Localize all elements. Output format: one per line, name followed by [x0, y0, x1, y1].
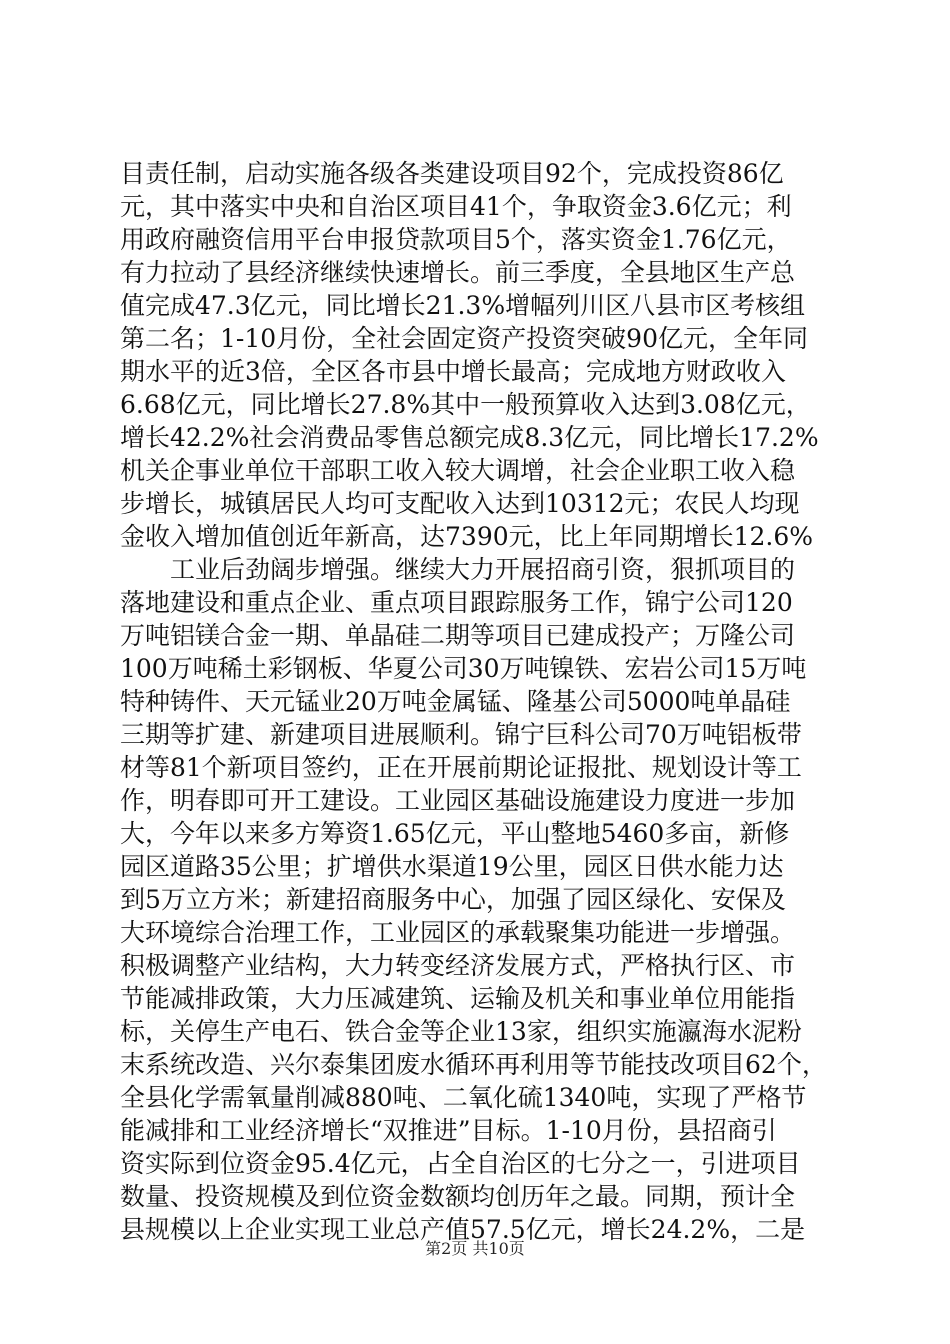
body-line: 园区道路35公里；扩增供水渠道19公里，园区日供水能力达 [120, 852, 784, 881]
body-line: 特种铸件、天元锰业20万吨金属锰、隆基公司5000吨单晶硅 [120, 687, 791, 716]
body-line: 县规模以上企业实现工业总产值57.5亿元，增长24.2%，二是 [120, 1215, 806, 1244]
body-line: 目责任制，启动实施各级各类建设项目92个，完成投资86亿 [120, 159, 784, 188]
body-line: 增长42.2%社会消费品零售总额完成8.3亿元，同比增长17.2% [120, 423, 819, 452]
body-line: 能减排和工业经济增长“双推进”目标。1-10月份，县招商引 [120, 1116, 777, 1145]
body-line: 材等81个新项目签约，正在开展前期论证报批、规划设计等工 [120, 753, 802, 782]
body-line: 节能减排政策，大力压减建筑、运输及机关和事业单位用能指 [120, 984, 796, 1013]
body-line: 期水平的近3倍，全区各市县中增长最高；完成地方财政收入 [120, 357, 786, 386]
body-line: 积极调整产业结构，大力转变经济发展方式，严格执行区、市 [120, 951, 796, 980]
body-line: 第二名；1-10月份，全社会固定资产投资突破90亿元，全年同 [120, 324, 808, 353]
body-line: 步增长，城镇居民人均可支配收入达到10312元；农民人均现 [120, 489, 800, 518]
page-number-label: 第2页 共10页 [425, 1239, 525, 1258]
body-line: 有力拉动了县经济继续快速增长。前三季度，全县地区生产总 [120, 258, 796, 287]
body-line: 机关企事业单位干部职工收入较大调增，社会企业职工收入稳 [120, 456, 796, 485]
body-line: 用政府融资信用平台申报贷款项目5个，落实资金1.76亿元， [120, 225, 792, 254]
body-line: 6.68亿元，同比增长27.8%其中一般预算收入达到3.08亿元， [120, 390, 811, 419]
body-line: 金收入增加值创近年新高，达7390元，比上年同期增长12.6% [120, 522, 814, 551]
body-line: 到5万立方米；新建招商服务中心，加强了园区绿化、安保及 [120, 885, 786, 914]
body-line: 作，明春即可开工建设。工业园区基础设施建设力度进一步加 [120, 786, 796, 815]
body-line: 大，今年以来多方筹资1.65亿元，平山整地5460多亩，新修 [120, 819, 790, 848]
paragraph-first-line: 工业后劲阔步增强。继续大力开展招商引资，狠抓项目的 [170, 555, 796, 584]
body-line: 全县化学需氧量削减880吨、二氧化硫1340吨，实现了严格节 [120, 1083, 807, 1112]
page-footer [0, 1236, 950, 1259]
document-body [120, 157, 830, 1246]
body-line: 大环境综合治理工作，工业园区的承载聚集功能进一步增强。 [120, 918, 796, 947]
body-line: 三期等扩建、新建项目进展顺利。锦宁巨科公司70万吨铝板带 [120, 720, 802, 749]
body-line: 数量、投资规模及到位资金数额均创历年之最。同期，预计全 [120, 1182, 796, 1211]
body-line: 资实际到位资金95.4亿元，占全自治区的七分之一，引进项目 [120, 1149, 801, 1178]
body-line: 标，关停生产电石、铁合金等企业13家，组织实施瀛海水泥粉 [120, 1017, 802, 1046]
body-line: 万吨铝镁合金一期、单晶硅二期等项目已建成投产；万隆公司 [120, 621, 796, 650]
body-line: 末系统改造、兴尔泰集团废水循环再利用等节能技改项目62个， [120, 1050, 827, 1079]
body-line: 落地建设和重点企业、重点项目跟踪服务工作，锦宁公司120 [120, 588, 793, 617]
body-line: 值完成47.3亿元，同比增长21.3%增幅列川区八县市区考核组 [120, 291, 806, 320]
body-line: 元，其中落实中央和自治区项目41个，争取资金3.6亿元；利 [120, 192, 792, 221]
body-line: 100万吨稀土彩钢板、华夏公司30万吨镍铁、宏岩公司15万吨 [120, 654, 807, 683]
